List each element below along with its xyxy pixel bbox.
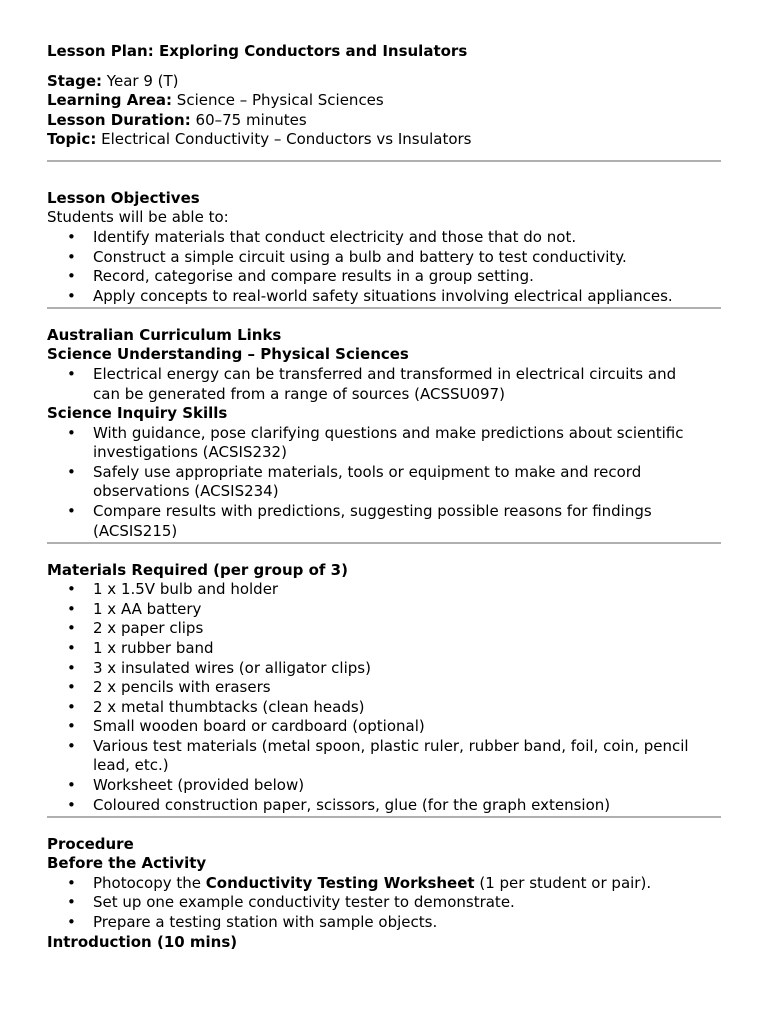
bullet-icon: • — [67, 776, 76, 794]
before-activity-heading: Before the Activity — [47, 854, 207, 872]
meta-learning-area — [47, 91, 384, 110]
bullet-icon: • — [67, 287, 76, 305]
worksheet-name: Conductivity Testing Worksheet — [205, 874, 475, 892]
bullet-icon: • — [67, 659, 76, 677]
bullet-icon: • — [67, 228, 76, 246]
bullet-icon: • — [67, 267, 76, 285]
bullet-icon: • — [67, 796, 76, 814]
list-item-continuation: investigations (ACSIS232) — [93, 443, 287, 461]
bullet-icon: • — [67, 639, 76, 657]
list-item-continuation: can be generated from a range of sources (ACSSU097) — [93, 385, 505, 403]
list-item: Compare results with predictions, suggesting possible reasons for findings — [93, 502, 652, 520]
bullet-icon: • — [67, 717, 76, 735]
list-item: 1 x rubber band — [93, 639, 214, 657]
bullet-icon: • — [67, 874, 76, 892]
list-item: Electrical energy can be transferred and transformed in electrical circuits and — [93, 365, 677, 383]
section-divider — [47, 160, 721, 162]
objectives-heading: Lesson Objectives — [47, 189, 200, 207]
list-item: Identify materials that conduct electricity and those that do not. — [93, 228, 577, 246]
bullet-icon: • — [67, 600, 76, 618]
inquiry-heading: Science Inquiry Skills — [47, 404, 228, 422]
bullet-icon: • — [67, 580, 76, 598]
list-item-text: (1 per student or pair). — [474, 874, 652, 892]
list-item: Record, categorise and compare results in a group setting. — [93, 267, 534, 285]
meta-value: Electrical Conductivity – Conductors vs Insulators — [101, 130, 472, 148]
bullet-icon: • — [67, 463, 76, 481]
list-item: 2 x metal thumbtacks (clean heads) — [93, 698, 365, 716]
list-item — [93, 874, 651, 894]
bullet-icon: • — [67, 698, 76, 716]
bullet-icon: • — [67, 619, 76, 637]
list-item: Set up one example conductivity tester to demonstrate. — [93, 893, 515, 911]
introduction-heading: Introduction (10 mins) — [47, 933, 238, 951]
bullet-icon: • — [67, 502, 76, 520]
meta-label: Topic: — [47, 130, 97, 148]
bullet-icon: • — [67, 737, 76, 755]
meta-value: Science – Physical Sciences — [176, 91, 384, 109]
bullet-icon: • — [67, 893, 76, 911]
list-item: 1 x AA battery — [93, 600, 202, 618]
list-item: Prepare a testing station with sample objects. — [93, 913, 438, 931]
list-item: 2 x paper clips — [93, 619, 204, 637]
list-item-text: Photocopy the — [93, 874, 206, 892]
section-divider — [47, 542, 721, 544]
bullet-icon: • — [67, 365, 76, 383]
objectives-intro: Students will be able to: — [47, 208, 229, 226]
list-item: Coloured construction paper, scissors, glue (for the graph extension) — [93, 796, 611, 814]
list-item-continuation: lead, etc.) — [93, 756, 169, 774]
list-item: 2 x pencils with erasers — [93, 678, 271, 696]
document-title: Lesson Plan: Exploring Conductors and Insulators — [47, 42, 468, 60]
list-item-continuation: observations (ACSIS234) — [93, 482, 279, 500]
meta-topic — [47, 130, 472, 149]
meta-label: Lesson Duration: — [47, 111, 191, 129]
bullet-icon: • — [67, 913, 76, 931]
meta-value: 60–75 minutes — [195, 111, 307, 129]
list-item: 1 x 1.5V bulb and holder — [93, 580, 279, 598]
procedure-heading: Procedure — [47, 835, 134, 853]
bullet-icon: • — [67, 248, 76, 266]
section-divider — [47, 816, 721, 818]
materials-heading: Materials Required (per group of 3) — [47, 561, 348, 579]
meta-lesson-duration — [47, 111, 307, 130]
curriculum-heading: Australian Curriculum Links — [47, 326, 282, 344]
list-item: Various test materials (metal spoon, plastic ruler, rubber band, foil, coin, pencil — [93, 737, 689, 755]
list-item: Apply concepts to real-world safety situations involving electrical appliances. — [93, 287, 673, 305]
list-item: Construct a simple circuit using a bulb and battery to test conductivity. — [93, 248, 627, 266]
meta-label: Learning Area: — [47, 91, 173, 109]
meta-label: Stage: — [47, 72, 103, 90]
list-item: 3 x insulated wires (or alligator clips) — [93, 659, 371, 677]
bullet-icon: • — [67, 424, 76, 442]
understanding-heading: Science Understanding – Physical Sciences — [47, 345, 409, 363]
meta-value: Year 9 (T) — [106, 72, 179, 90]
list-item: Small wooden board or cardboard (optional) — [93, 717, 425, 735]
meta-stage — [47, 72, 179, 91]
list-item-continuation: (ACSIS215) — [93, 522, 178, 540]
list-item: Safely use appropriate materials, tools or equipment to make and record — [93, 463, 642, 481]
section-divider — [47, 307, 721, 309]
bullet-icon: • — [67, 678, 76, 696]
list-item: With guidance, pose clarifying questions and make predictions about scientific — [93, 424, 684, 442]
list-item: Worksheet (provided below) — [93, 776, 305, 794]
